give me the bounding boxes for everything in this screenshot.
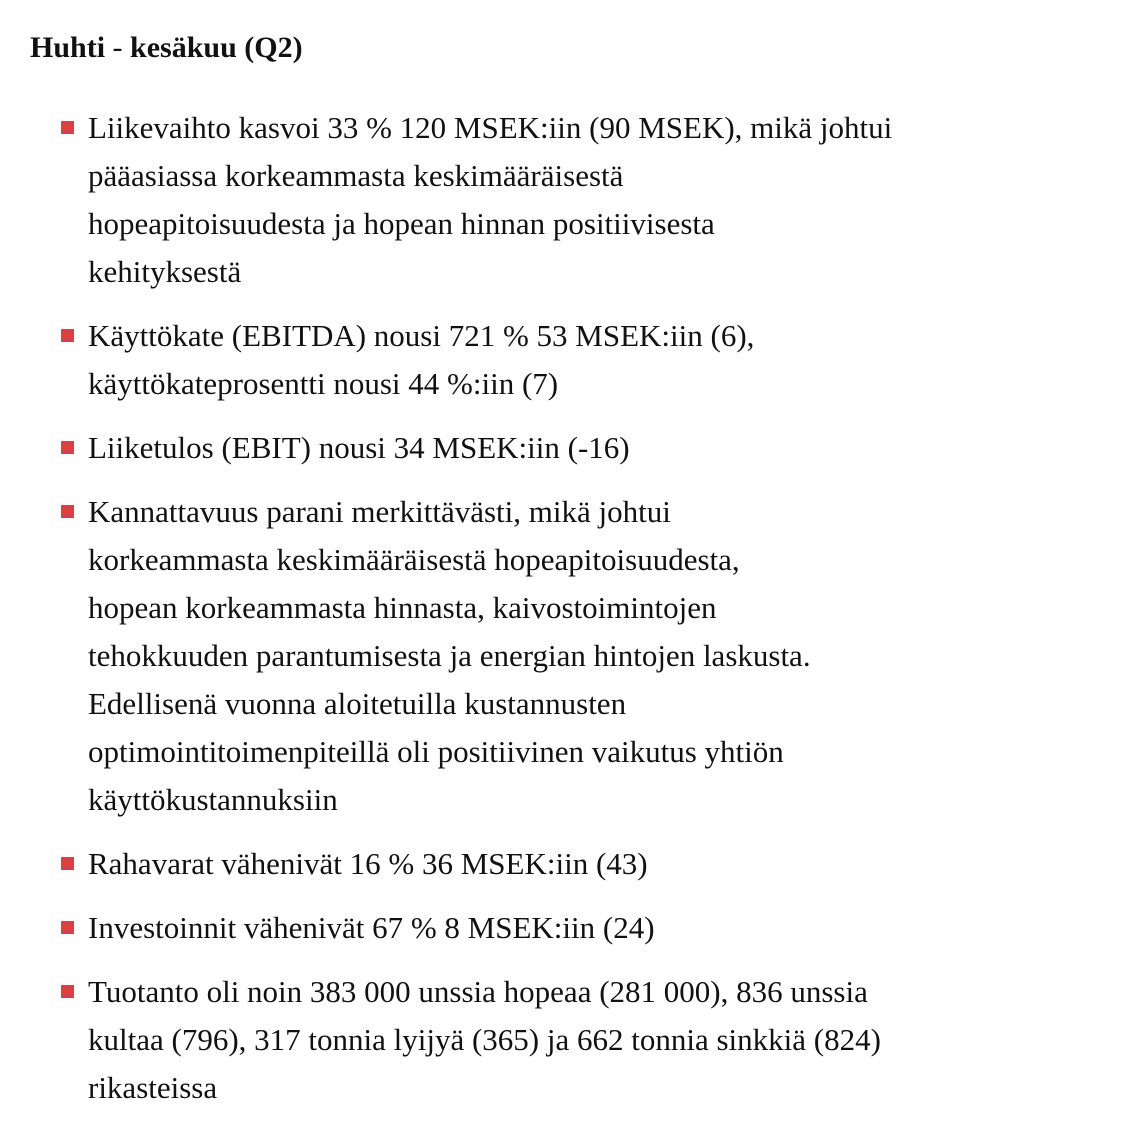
list-item-text-line: tehokkuuden parantumisesta ja energian hintojen laskusta. bbox=[88, 638, 811, 673]
square-bullet-icon bbox=[61, 121, 74, 134]
section-heading bbox=[30, 26, 303, 70]
list-item-text-line: käyttökustannuksiin bbox=[88, 782, 338, 817]
list-item-text-line: optimointitoimenpiteillä oli positiivinen vaikutus yhtiön bbox=[88, 734, 784, 769]
square-bullet-icon bbox=[61, 857, 74, 870]
list-item-text-line: Edellisenä vuonna aloitetuilla kustannusten bbox=[88, 686, 627, 721]
square-bullet-icon bbox=[61, 441, 74, 454]
list-item bbox=[0, 904, 1125, 952]
list-item bbox=[0, 312, 1125, 408]
list-item-text-line: hopeapitoisuudesta ja hopean hinnan positiivisesta bbox=[88, 206, 715, 241]
list-item-text-line: Kannattavuus parani merkittävästi, mikä johtui bbox=[88, 494, 671, 529]
list-item-text-line: Liikevaihto kasvoi 33 % 120 MSEK:iin (90 MSEK), mikä johtui bbox=[88, 110, 893, 145]
list-item-text-line: Rahavarat vähenivät 16 % 36 MSEK:iin (43) bbox=[88, 846, 648, 881]
highlights-list bbox=[0, 104, 1125, 1128]
list-item-text-line: hopean korkeammasta hinnasta, kaivostoimintojen bbox=[88, 590, 717, 625]
list-item-text-line: Tuotanto oli noin 383 000 unssia hopeaa (281 000), 836 unssia bbox=[88, 974, 868, 1009]
square-bullet-icon bbox=[61, 505, 74, 518]
list-item-text-line: rikasteissa bbox=[88, 1070, 218, 1105]
list-item bbox=[0, 968, 1125, 1112]
list-item-text-line: käyttökateprosentti nousi 44 %:iin (7) bbox=[88, 366, 559, 401]
heading-part2: kesäkuu (Q2) bbox=[130, 31, 303, 64]
list-item-text-line: Investoinnit vähenivät 67 % 8 MSEK:iin (24) bbox=[88, 910, 655, 945]
square-bullet-icon bbox=[61, 921, 74, 934]
list-item-text-line: pääasiassa korkeammasta keskimääräisestä bbox=[88, 158, 624, 193]
heading-separator: - bbox=[105, 31, 131, 64]
list-item-text-line: Käyttökate (EBITDA) nousi 721 % 53 MSEK:iin (6), bbox=[88, 318, 755, 353]
square-bullet-icon bbox=[61, 329, 74, 342]
list-item-text-line: Liiketulos (EBIT) nousi 34 MSEK:iin (-16) bbox=[88, 430, 630, 465]
list-item bbox=[0, 488, 1125, 824]
list-item-text-line: kehityksestä bbox=[88, 254, 242, 289]
list-item bbox=[0, 840, 1125, 888]
list-item bbox=[0, 104, 1125, 296]
list-item-text-line: korkeammasta keskimääräisestä hopeapitoisuudesta, bbox=[88, 542, 740, 577]
heading-part1: Huhti bbox=[30, 31, 106, 64]
list-item-text-line: kultaa (796), 317 tonnia lyijyä (365) ja 662 tonnia sinkkiä (824) bbox=[88, 1022, 881, 1057]
list-item bbox=[0, 424, 1125, 472]
square-bullet-icon bbox=[61, 985, 74, 998]
